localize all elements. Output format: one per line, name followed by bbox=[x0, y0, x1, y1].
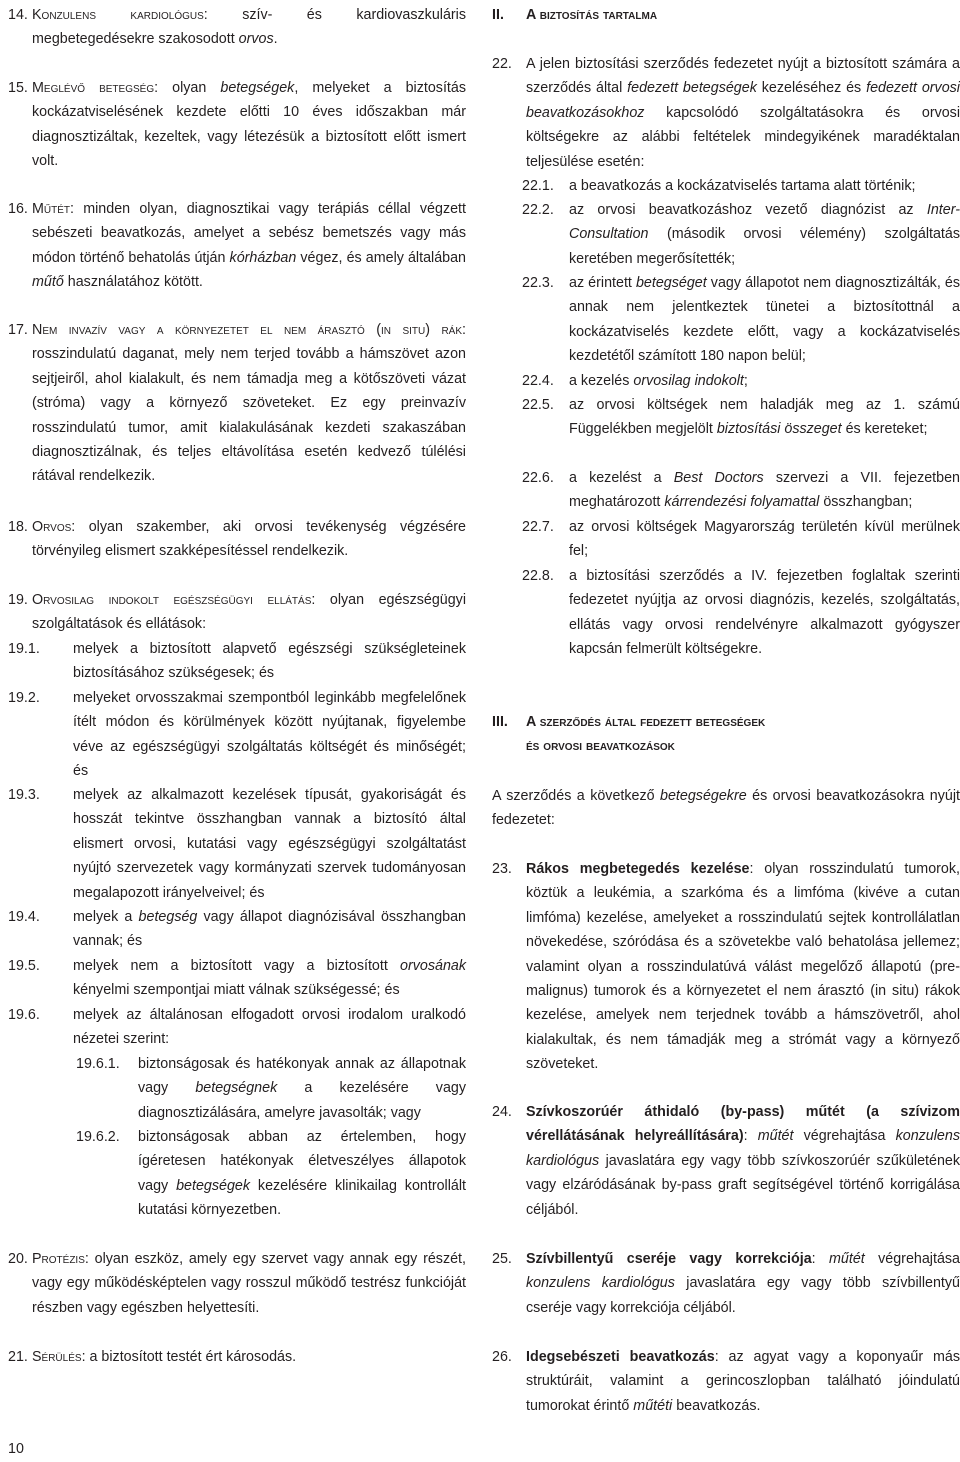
subitem-19-3: 19.3. melyek az alkalmazott kezelések típusát, gyakoriságát és hosszát tekintve összhangban vannak a biztosító által elismert orvosi, kutatási vagy egészségügyi szolgáltatást nyújtó szervezetek vagy kormányzati szervek tudományosan megalapozott irányelveivel; és bbox=[8, 787, 466, 901]
clause-23: 23. Rákos megbetegedés kezelése: olyan rosszindulatú tumorok, köztük a leukémia, a szarkóma és a limfóma (kivéve a cutan limfóma) kezelése, amelyeket a rosszindulatú sejtek kontrollálatlan növekedése, szóródása és a szövetekbe való behatolása jellemez; valamint olyan a rosszindulatúvá válást megelőző állapotú (pre-malignus) tumorok és a környezetet el nem árasztó (in situ) rákok kezelése, amelyek nem terjednek tovább a hámszövetről, ahol kialakultak, és nem támadják meg a strómát vagy a környező szöveteket. bbox=[492, 861, 960, 1073]
section-heading-ii: II. A biztosítás tartalma bbox=[492, 7, 658, 23]
section-intro: A szerződés a következő betegségekre és orvosi beavatkozásokra nyújt fedezetet: bbox=[492, 788, 960, 829]
clause-22-3: 22.3. az érintett betegséget vagy állapotot nem diagnosztizálták, és annak nem jelentkeztek tünetei a biztosítottnál a kockázatviselés kezdete előtt, vagy a kockázatviselés kezdetétől számított 180 napon belül; bbox=[522, 275, 960, 365]
term: Konzulens kardiológus bbox=[32, 7, 204, 23]
clause-24: 24. Szívkoszorúér áthidaló (by-pass) műtét (a szívizom vérellátásának helyreállítására): műtét végrehajtása konzulens kardiológus javaslatára egy vagy több szívkoszorúér szűkületének vagy elzáródásának by-pass graft segítségével történő korrigálása céljából. bbox=[492, 1104, 960, 1218]
subitem-19-1: 19.1. melyek a biztosított alapvető egészségi szükségleteinek biztosításához szükségesek; és bbox=[8, 641, 466, 682]
subitem-19-6-2: 19.6.2. biztonságosak abban az értelemben, hogy ígéretesen hatékonyak életveszélyes állapotok vagy betegségek kezelésére klinikailag kontrollált kutatási környezetben. bbox=[76, 1129, 466, 1219]
clause-26: 26. Idegsebészeti beavatkozás: az agyat vagy a koponyaűr más struktúráit, valamint a gerincoszlopban található jóindulatú tumorokat érintő műtéti beavatkozás. bbox=[492, 1349, 960, 1414]
section-title: A biztosítás tartalma bbox=[526, 7, 658, 23]
term: Protézis bbox=[32, 1251, 85, 1267]
definition-19: 19. Orvosilag indokolt egészségügyi ellátás: olyan egészségügyi szolgáltatások és ellátások: bbox=[8, 592, 466, 633]
subitem-19-2: 19.2. melyeket orvosszakmai szempontból leginkább megfelelőnek ítélt módon és körülmények között nyújtanak, figyelembe véve az egészségügyi szolgáltatás költségét és minőségét; és bbox=[8, 690, 466, 780]
clause-22: 22. A jelen biztosítási szerződés fedezetet nyújt a biztosított számára a szerződés által fedezett betegségek kezeléséhez és fedezett orvosi beavatkozásokhoz kapcsolódó szolgáltatásokra és orvosi költségekre az alábbi feltételek mindegyikének maradéktalan teljesülése esetén: bbox=[492, 56, 960, 170]
subitem-19-5: 19.5. melyek nem a biztosított vagy a biztosított orvosának kényelmi szempontjai miatt válnak szükségessé; és bbox=[8, 958, 466, 999]
clause-22-6: 22.6. a kezelést a Best Doctors szervezi a VII. fejezetben meghatározott kárrendezési folyamattal összhangban; bbox=[522, 470, 960, 511]
clause-22-5: 22.5. az orvosi költségek nem haladják meg az 1. számú Függelékben megjelölt biztosítási összeget és kereteket; bbox=[522, 397, 960, 438]
subitem-19-6-1: 19.6.1. biztonságosak és hatékonyak annak az állapotnak vagy betegségnek a kezelésére vagy diagnosztizálására, amelyre javasolták; vagy bbox=[76, 1056, 466, 1121]
definition-14: 14. Konzulens kardiológus: szív- és kardiovaszkuláris megbetegedésekre szakosodott orvos. bbox=[8, 7, 466, 48]
page-number: 10 bbox=[8, 1441, 24, 1457]
term: Orvos bbox=[32, 519, 72, 535]
clause-25: 25. Szívbillentyű cseréje vagy korrekciója: műtét végrehajtása konzulens kardiológus javaslatára egy vagy több szívbillentyű cseréje vagy korrekciója céljából. bbox=[492, 1251, 960, 1316]
subitem-19-4: 19.4. melyek a betegség vagy állapot diagnózisával összhangban vannak; és bbox=[8, 909, 466, 950]
term: Nem invazív vagy a környezetet el nem árasztó (in situ) rák bbox=[32, 322, 463, 338]
definition-17: 17. Nem invazív vagy a környezetet el nem árasztó (in situ) rák: rosszindulatú daganat, mely nem terjed tovább a hámszövet azon sejtjeiről, ahol kialakult, és nem támadja meg a kötőszöveti vázat (stróma) vagy a környező szöveteket. Ez egy preinvazív rosszindulatú tumor, amit kialakulásának kezdeti szakaszában diagnosztizálnak, és teljes eltávolítása esetén kedvező túlélési rátával rendelkezik. bbox=[8, 322, 466, 485]
section-heading-iii: III. A szerződés által fedezett betegségek és orvosi beavatkozások bbox=[492, 714, 766, 755]
definition-18: 18. Orvos: olyan szakember, aki orvosi tevékenység végzésére törvényileg elismert szakképesítéssel rendelkezik. bbox=[8, 519, 466, 560]
section-title-line-1: A szerződés által fedezett betegségek bbox=[526, 714, 766, 730]
term: Meglévő betegség bbox=[32, 80, 155, 96]
clause-22-4: 22.4. a kezelés orvosilag indokolt; bbox=[522, 373, 748, 389]
term: Műtét bbox=[32, 201, 71, 217]
definition-21: 21. Sérülés: a biztosított testét ért károsodás. bbox=[8, 1349, 297, 1365]
subitem-19-6: 19.6. melyek az általánosan elfogadott orvosi irodalom uralkodó nézetei szerint: bbox=[8, 1007, 466, 1048]
definition-20: 20. Protézis: olyan eszköz, amely egy szervet vagy annak egy részét, vagy egy működésképtelen vagy rosszul működő testrész funkcióját részben vagy egészben helyettesíti. bbox=[8, 1251, 466, 1316]
clause-22-7: 22.7. az orvosi költségek Magyarország területén kívül merülnek fel; bbox=[522, 519, 960, 560]
definition-16: 16. Műtét: minden olyan, diagnosztikai vagy terápiás céllal végzett sebészeti beavatkozás, amelyet a sebész bemetszés vagy más módon történő behatolás útján kórházban végez, és amely általában műtő használatához kötött. bbox=[8, 201, 467, 291]
section-title-line-2: és orvosi beavatkozások bbox=[526, 738, 675, 755]
term: Orvosilag indokolt egészségügyi ellátás bbox=[32, 592, 312, 608]
clause-22-1: 22.1. a beavatkozás a kockázatviselés tartama alatt történik; bbox=[522, 178, 916, 194]
clause-22-2: 22.2. az orvosi beavatkozáshoz vezető diagnózist az Inter-Consultation (második orvosi vélemény) szolgáltatás keretében megerősítették; bbox=[522, 202, 960, 267]
term: Sérülés bbox=[32, 1349, 82, 1365]
definition-15: 15. Meglévő betegség: olyan betegségek, melyeket a biztosítás kockázatviselésének kezdete előtti 10 éves időszakban már diagnosztizáltak, kezeltek, vagy létezésük a biztosított előtt ismert volt. bbox=[8, 80, 466, 170]
clause-22-8: 22.8. a biztosítási szerződés a IV. fejezetben foglaltak szerinti fedezetet nyújtja az orvosi diagnózis, kezelés, szolgáltatás, ellátás vagy orvosi rendelvényre alkalmazott gyógyszer kapcsán felmerült költségekre. bbox=[522, 568, 960, 658]
